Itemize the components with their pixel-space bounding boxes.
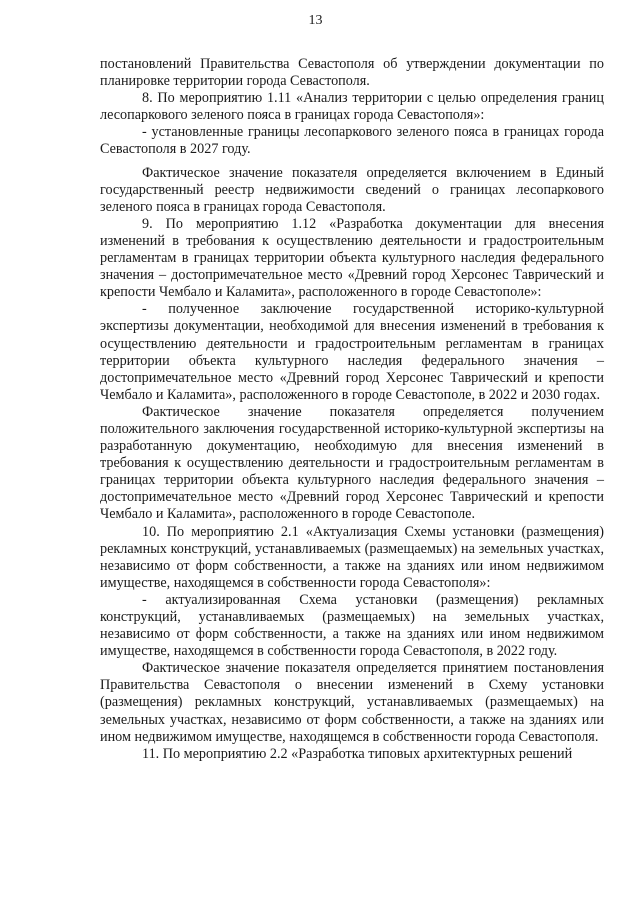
paragraph-continuation: постановлений Правительства Севастополя об утверждении документации по планировке территории города Севастополя. — [100, 56, 604, 90]
paragraph-item-10-indicator: Фактическое значение показателя определяется принятием постановления Правительства Севастополя о внесении изменений в Схему установки (размещения) рекламных конструкций, устанавливаемых (размещаемых) на земельных участках, независимо от форм собственности, а также на зданиях или ином недвижимом имуществе, находящемся в собственности города Севастополя. — [100, 660, 604, 745]
paragraph-item-10: 10. По мероприятию 2.1 «Актуализация Схемы установки (размещения) рекламных конструкций, устанавливаемых (размещаемых) на земельных участках, независимо от форм собственности, а также на зданиях или ином недвижимом имуществе, находящемся в собственности города Севастополя»: — [100, 523, 604, 591]
paragraph-item-10-result: - актуализированная Схема установки (размещения) рекламных конструкций, устанавливаемых (размещаемых) на земельных участках, независимо от форм собственности, а также на зданиях или ином недвижимом имуществе, находящемся в собственности города Севастополя, в 2022 году. — [100, 591, 604, 660]
paragraph-item-8-indicator: Фактическое значение показателя определяется включением в Единый государственный реестр недвижимости сведений о границах лесопаркового зеленого пояса в границах города Севастополя. — [100, 164, 604, 215]
document-body — [100, 56, 604, 763]
page-number: 13 — [308, 13, 323, 28]
paragraph-item-11: 11. По мероприятию 2.2 «Разработка типовых архитектурных решений — [142, 745, 573, 762]
paragraph-item-9-result: - полученное заключение государственной историко-культурной экспертизы документации, необходимой для внесения изменений в требования к осуществлению деятельности и градостроительным регламентам в границах территории объекта культурного наследия федерального значения – достопримечательное место «Древний город Херсонес Таврический и крепости Чембало и Каламита», расположенного в городе Севастополе, в 2022 и 2030 годах. — [100, 301, 604, 403]
paragraph-item-9-indicator: Фактическое значение показателя определяется получением положительного заключения государственной историко-культурной экспертизы на разработанную документацию, необходимую для внесения изменений в требования к осуществлению деятельности и градостроительным регламентам в границах территории объекта культурного наследия федерального значения – достопримечательное место «Древний город Херсонес Таврический и крепости Чембало и Каламита», расположенного в городе Севастополе. — [100, 403, 604, 523]
paragraph-item-9: 9. По мероприятию 1.12 «Разработка документации для внесения изменений в требования к осуществлению деятельности и градостроительным регламентам в границах территории объекта культурного наследия федерального значения – достопримечательное место «Древний город Херсонес Таврический и крепости Чембало и Каламита», расположенного в городе Севастополе»: — [100, 215, 604, 301]
paragraph-item-8-result: - установленные границы лесопаркового зеленого пояса в границах города Севастополя в 2027 году. — [100, 124, 604, 158]
paragraph-item-8: 8. По мероприятию 1.11 «Анализ территории с целью определения границ лесопаркового зеленого пояса в границах города Севастополя»: — [100, 90, 604, 124]
